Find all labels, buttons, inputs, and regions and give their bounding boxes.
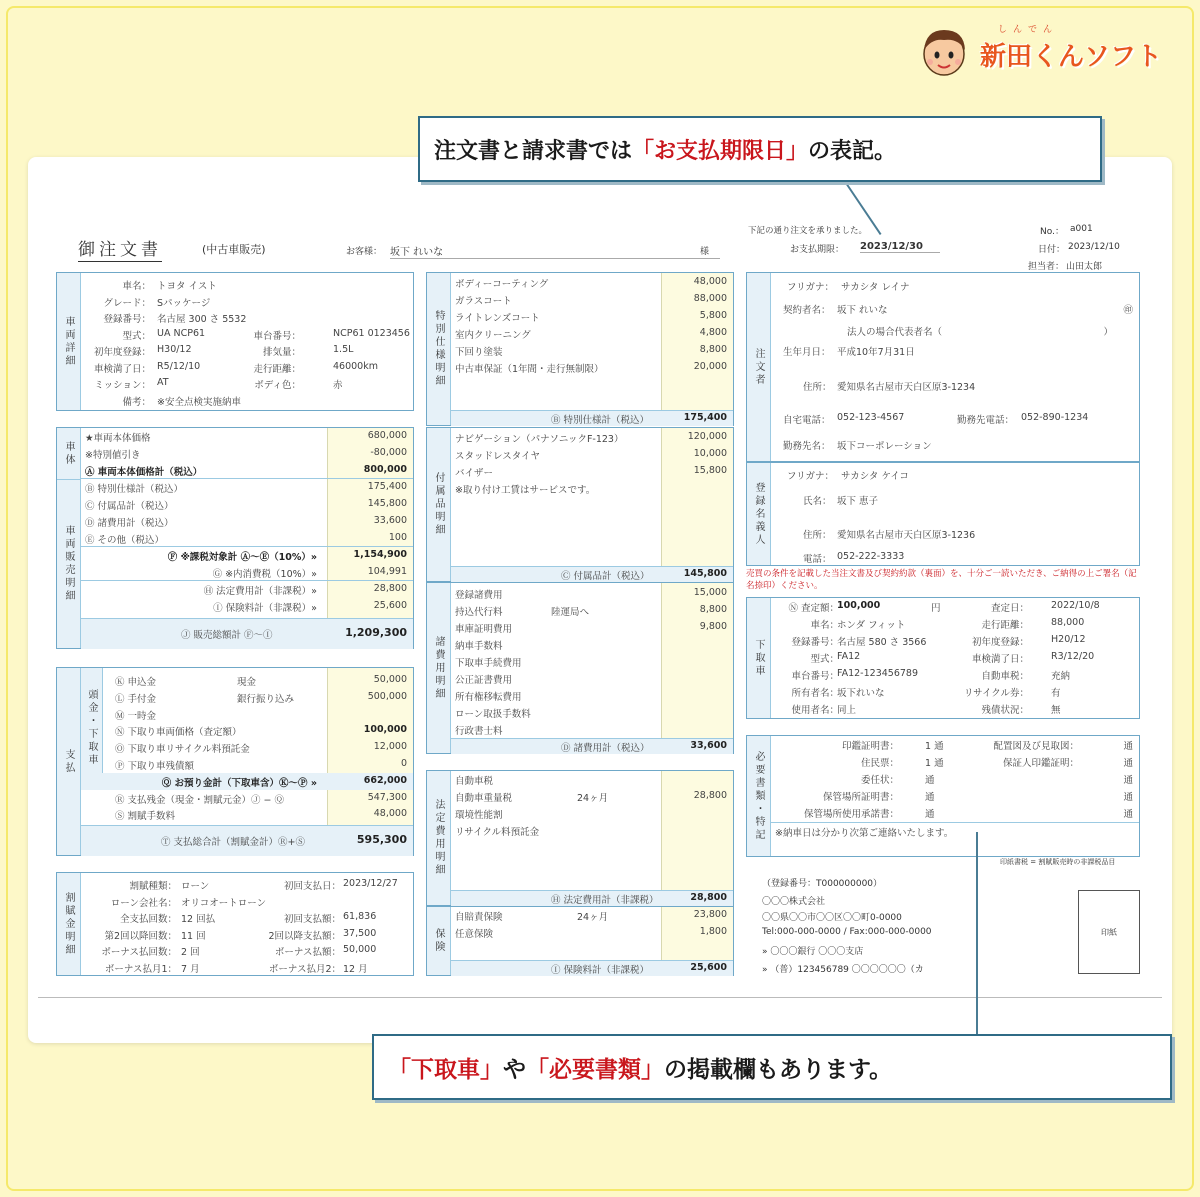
footer-rule	[38, 997, 1162, 998]
access-row: バイザー 15,800	[455, 465, 727, 479]
doc-title: 御注文書	[78, 235, 162, 262]
sales-total-value: 1,209,300	[345, 626, 407, 639]
bank-account: » （普）123456789 〇〇〇〇〇〇（カ	[762, 965, 924, 975]
docs-row: 保管場所使用承諾書： 通 通	[803, 809, 1133, 820]
fees-total-row: Ⓓ 諸費用計（税込） 33,600	[451, 738, 733, 754]
customer-label: お客様：	[346, 247, 383, 257]
body-row: Ⓓ 諸費用計（税込） 33,600	[85, 515, 407, 529]
special-row: 室内クリーニング 4,800	[455, 327, 727, 341]
accessory-box: 付属品明細 ナビゲーション（パナソニックF-123） 120,000 スタッドレスタイヤ 10,000 バイザー 15,800 ※取り付け工賃はサービスです。 Ⓒ 付属品計（税込） 145,800	[426, 427, 734, 582]
notice-text: 下記の通り注文を承りました。	[748, 226, 868, 236]
fees-row: 納車手数料	[455, 641, 503, 652]
loan-side: 割賦金明細	[57, 873, 81, 975]
loan-row: ボーナス払回数： 2 回 ボーナス払額： 50,000	[101, 944, 377, 959]
callout-due-date: 注文書と請求書では 「お支払期限日」 の表記。	[418, 116, 1102, 182]
pay-row: Ⓠ お預り金計（下取車含）Ⓚ〜Ⓟ » 662,000	[81, 773, 413, 790]
fees-box: 諸費用明細 登録諸費用 15,000 持込代行料 陸運局へ 8,800 車庫証明費用 9,800 納車手数料 下取車手続費用 公正証書費用 所有権移転費用 ローン取扱手数料 行政書士料 Ⓓ 諸費用計（税込） 33,600	[426, 582, 734, 754]
special-total-row: Ⓑ 特別仕様計（税込） 175,400	[451, 410, 733, 426]
body-row: Ⓘ 保険料計（非課税）» 25,600	[213, 600, 407, 614]
body-row: ★車両本体価格 680,000	[85, 430, 407, 444]
special-row: 中古車保証（1年間・走行無制限） 20,000	[455, 361, 727, 375]
legal-row: 自動車税	[455, 776, 494, 787]
revenue-stamp-box: 印紙	[1078, 890, 1140, 974]
brand-furigana: しんでん	[998, 25, 1059, 35]
payment-total-row	[81, 825, 413, 856]
orderer-box: 注文者 フリガナ： サカシタ レイナ 契約者名： 坂下 れいな ㊞ 法人の場合代表者名（ ） 生年月日： 平成10年7月31日 住所： 愛知県名古屋市天白区原3-1234 自宅電話： 052-123-4567 勤務先電話： 052-890-1234 勤務先名： 坂下コーポレーション	[746, 272, 1140, 462]
fees-row: ローン取扱手数料	[455, 709, 531, 720]
pay-row: Ⓟ 下取り車残債額 0	[115, 758, 407, 772]
special-row: ライトレンズコート 5,800	[455, 310, 727, 324]
payment-total-label: Ⓣ 支払総合計（割賦金計）Ⓡ+Ⓢ	[161, 837, 305, 848]
sales-total-label: Ⓙ 販売総額計 Ⓕ〜Ⓘ	[181, 630, 273, 641]
loan-row: 割賦種類： ローン 初回支払日： 2023/12/27	[129, 878, 398, 892]
fees-row: 所有権移転費用	[455, 692, 522, 703]
fees-row: 行政書士料	[455, 726, 503, 737]
no-label: No.：	[1040, 227, 1064, 237]
access-row: ナビゲーション（パナソニックF-123） 120,000	[455, 431, 727, 445]
loan-row: 全支払回数： 12 回払 初回支払額： 61,836	[119, 911, 377, 926]
insurance-box: 保険 自賠責保険 24ヶ月 23,800 任意保険 1,800 Ⓘ 保険料計（非課税） 25,600	[426, 906, 734, 976]
special-row: 下回り塗装 8,800	[455, 344, 727, 358]
vehicle-row: 車名： トヨタ イスト	[122, 281, 217, 292]
vehicle-row: 登録番号： 名古屋 300 さ 5532	[103, 314, 247, 325]
trade-row: 登録番号： 名古屋 580 さ 3566 初年度登録： H20/12	[791, 634, 1086, 648]
special-row: ガラスコート 88,000	[455, 293, 727, 307]
sales-side: 車両販売明細	[57, 480, 81, 648]
fees-row: 持込代行料 陸運局へ 8,800	[455, 604, 727, 618]
company-name: 〇〇〇株式会社	[762, 897, 826, 907]
fees-row: 登録諸費用 15,000	[455, 587, 727, 601]
vehicle-details-side: 車両詳細	[57, 273, 81, 410]
vehicle-row: 車検満了日： R5/12/10 走行距離： 46000km	[93, 360, 378, 375]
body-row: Ⓑ 特別仕様計（税込） 175,400	[85, 481, 407, 495]
pay-row: Ⓡ 支払残金（現金・割賦元金）Ⓙ − Ⓠ 547,300	[115, 791, 407, 806]
special-box: 特別仕様明細 ボディーコーティング 48,000 ガラスコート 88,000 ライトレンズコート 5,800 室内クリーニング 4,800 下回り塗装 8,800 中古車保証（1年間・走行無制限） 20,000 Ⓑ 特別仕様計（税込） 175,400	[426, 272, 734, 426]
special-row: ボディーコーティング 48,000	[455, 276, 727, 290]
trade-row: 車名： ホンダ フィット 走行距離： 88,000	[810, 617, 1085, 631]
mascot-face-icon	[918, 24, 970, 78]
loan-box	[56, 872, 414, 976]
callout-trade-in: 「下取車」 や 「必要書類」 の掲載欄もあります。	[372, 1034, 1172, 1100]
body-row: ※特別値引き -80,000	[85, 447, 407, 461]
vehicle-row: 型式： UA NCP61 車台番号： NCP61 0123456	[122, 327, 410, 342]
payment-total-value: 595,300	[356, 833, 407, 846]
pay-row: Ⓚ 申込金 現金 50,000	[115, 674, 407, 688]
order-document	[28, 157, 1172, 1043]
docs-row: 保管場所証明書： 通 通	[822, 792, 1133, 803]
doc-subtitle: (中古車販売)	[202, 243, 266, 256]
legal-row: 自動車重量税 24ヶ月 28,800	[455, 790, 727, 804]
owner-box: 登録名義人 フリガナ： サカシタ ケイコ 氏名： 坂下 恵子 住所： 愛知県名古屋市天白区原3-1236 電話： 052-222-3333	[746, 462, 1140, 566]
body-row: Ⓖ ※内消費税（10%）» 104,991	[81, 564, 413, 581]
legal-row: 環境性能割	[455, 810, 503, 821]
accessory-total-row: Ⓒ 付属品計（税込） 145,800	[451, 566, 733, 582]
documents-box: 必要書類・特記 印鑑証明書： 1 通 配置図及び見取図： 通 住民票： 1 通 保証人印鑑証明： 通 委任状： 通 通 保管場所証明書： 通 通 保管場所使用承諾書： 通 通 ※納車日は分かり次第ご連絡いたします。	[746, 735, 1140, 857]
body-side: 車体	[57, 428, 81, 480]
insure-row: 自賠責保険 24ヶ月 23,800	[455, 909, 727, 923]
docs-row: 住民票： 1 通 保証人印鑑証明： 通	[860, 758, 1133, 769]
bank-name: » 〇〇〇銀行 〇〇〇支店	[762, 947, 864, 957]
trade-row: 車台番号： FA12-123456789 自動車税： 充納	[791, 668, 1071, 682]
date-label: 日付：	[1038, 245, 1066, 255]
vehicle-details-box	[56, 272, 414, 411]
pay-row: Ⓢ 割賦手数料 48,000	[115, 808, 407, 823]
legal-row: リサイクル料預託金	[455, 827, 540, 838]
company-address: 〇〇県〇〇市〇〇区〇〇町0-0000	[762, 913, 902, 923]
doc-date: 2023/12/10	[1068, 242, 1120, 252]
due-label: お支払期限：	[790, 245, 845, 255]
docs-row: 委任状： 通 通	[860, 775, 1133, 786]
terms-notice: 売買の条件を記載した当注文書及び契約約款（裏面）を、十分ご一読いただき、ご納得の上ご署名（記名捺印）ください。	[746, 569, 1137, 591]
downpayment-side: 頭金・下取車	[81, 668, 103, 787]
vehicle-row: グレード： Sパッケージ	[103, 297, 211, 309]
footer-note: 印紙書税 = 割賦販売時の非課税品目	[1000, 858, 1116, 866]
company-tel: Tel:000-000-0000 / Fax:000-000-0000	[762, 927, 932, 937]
brand-name: 新田くんソフト	[980, 42, 1163, 72]
legal-total-row: Ⓗ 法定費用計（非課税） 28,800	[451, 890, 733, 906]
access-row: スタッドレスタイヤ 10,000	[455, 448, 727, 462]
sales-total-row	[81, 618, 413, 649]
trade-in-box: 下取車 Ⓝ 査定額： 100,000 円 査定日： 2022/10/8 車名： ホンダ フィット 走行距離： 88,000 登録番号： 名古屋 580 さ 3566 初年度登録： H20/12 型式： FA12 車検満了日： R3/12/20 車台番号： FA12-123456789 自動車税： 充納 所有者名： 坂下れいな リサイクル券： 有 使用者名： 同上 残債状況： 無	[746, 597, 1140, 719]
insurance-total-row: Ⓘ 保険料計（非課税） 25,600	[451, 960, 733, 976]
fees-row: 車庫証明費用 9,800	[455, 621, 727, 635]
body-row: Ⓕ ※課税対象計 Ⓐ〜Ⓔ（10%）» 1,154,900	[167, 549, 407, 563]
doc-number: a001	[1070, 224, 1093, 234]
loan-row: 第2回以降回数： 11 回 2回以降支払額： 37,500	[104, 927, 377, 942]
pay-row: Ⓞ 下取り車リサイクル料預託金 12,000	[115, 741, 407, 756]
brand-logo	[918, 22, 1168, 80]
staff-name: 山田太郎	[1066, 262, 1103, 272]
customer-name: 坂下 れいな	[390, 243, 720, 259]
body-row: Ⓐ 車両本体価格計（税込） 800,000	[81, 462, 413, 479]
payment-side: 支払	[57, 668, 81, 855]
loan-row: ボーナス払月1： 7 月 ボーナス払月2： 12 月	[104, 964, 368, 975]
legal-box: 法定費用明細 自動車税 自動車重量税 24ヶ月 28,800 環境性能割 リサイクル料預託金 Ⓗ 法定費用計（非課税） 28,800	[426, 770, 734, 906]
trade-row: 型式： FA12 車検満了日： R3/12/20	[810, 651, 1095, 665]
reg-number: （登録番号：T000000000）	[762, 879, 883, 889]
vehicle-row: 初年度登録： H30/12 排気量： 1.5L	[93, 344, 354, 358]
customer-sama: 様	[700, 247, 710, 257]
body-row: Ⓗ 法定費用計（非課税）» 28,800	[203, 583, 407, 597]
callout-bottom-pointer	[976, 832, 978, 1036]
fees-row: 公正証書費用	[455, 675, 513, 686]
staff-label: 担当者：	[1028, 262, 1065, 272]
vehicle-row: ミッション： AT ボディ色： 赤	[94, 377, 343, 391]
fees-row: 下取車手続費用	[455, 658, 522, 669]
sales-details-box	[56, 427, 414, 649]
loan-row: ローン会社名： オリコオートローン	[110, 897, 267, 909]
body-row: Ⓔ その他（税込） 100	[81, 530, 413, 547]
access-row: ※取り付け工賃はサービスです。	[455, 485, 596, 496]
trade-row: 所有者名： 坂下れいな リサイクル券： 有	[791, 688, 1061, 699]
pay-row: Ⓜ 一時金	[115, 710, 157, 722]
pay-row: Ⓛ 手付金 銀行振り込み 500,000	[115, 690, 407, 705]
payment-box	[56, 667, 414, 856]
due-date: 2023/12/30	[860, 241, 940, 253]
docs-row: 印鑑証明書： 1 通 配置図及び見取図： 通	[841, 741, 1133, 752]
vehicle-row: 備考： ※安全点検実施納車	[122, 396, 241, 408]
insure-row: 任意保険 1,800	[455, 926, 727, 940]
trade-row: 使用者名： 同上 残債状況： 無	[791, 705, 1061, 716]
body-row: Ⓒ 付属品計（税込） 145,800	[85, 498, 407, 512]
pay-row: Ⓝ 下取り車両価格（査定額） 100,000	[115, 724, 407, 739]
trade-row: Ⓝ 査定額： 100,000 円 査定日： 2022/10/8	[788, 600, 1100, 614]
